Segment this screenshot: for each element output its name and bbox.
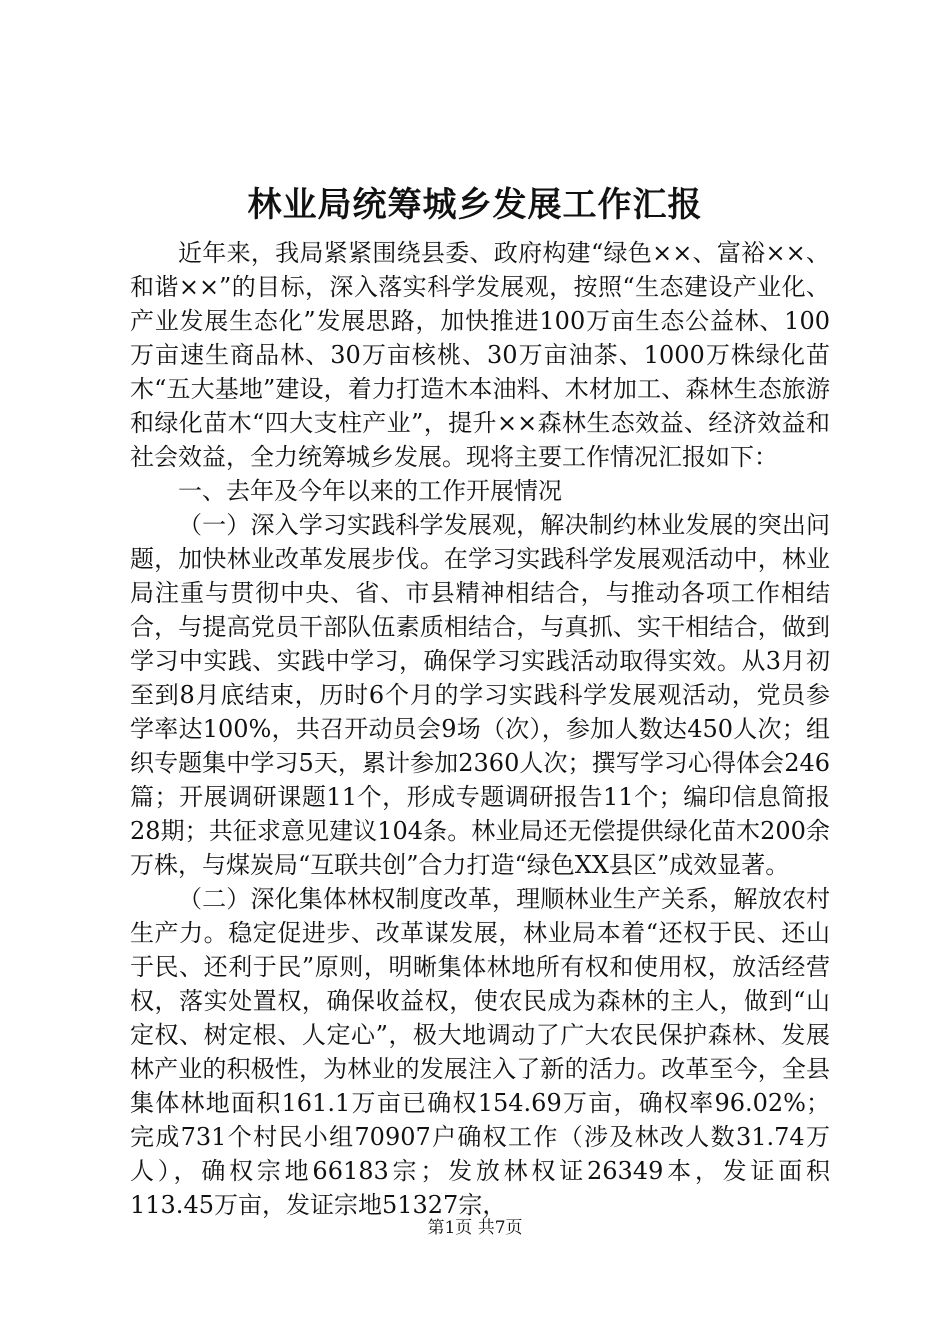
intro-paragraph: 近年来，我局紧紧围绕县委、政府构建“绿色××、富裕××、和谐××”的目标，深入落实科学发展观，按照“生态建设产业化、产业发展生态化”发展思路，加快推进100万亩生态公益林、100万亩速生商品林、30万亩核桃、30万亩油茶、1000万株绿化苗木“五大基地”建设，着力打造木本油料、木材加工、森林生态旅游和绿化苗木“四大支柱产业”，提升××森林生态效益、经济效益和社会效益，全力统筹城乡发展。现将主要工作情况汇报如下：: [130, 239, 830, 471]
subsection-paragraph-1: （一）深入学习实践科学发展观，解决制约林业发展的突出问题，加快林业改革发展步伐。在学习实践科学发展观活动中，林业局注重与贯彻中央、省、市县精神相结合，与推动各项工作相结合，与提高党员干部队伍素质相结合，与真抓、实干相结合，做到学习中实践、实践中学习，确保学习实践活动取得实效。从3月初至到8月底结束，历时6个月的学习实践科学发展观活动，党员参学率达100%，共召开动员会9场（次），参加人数达450人次；组织专题集中学习5天，累计参加2360人次；撰写学习心得体会246篇；开展调研课题11个，形成专题调研报告11个；编印信息简报28期；共征求意见建议104条。林业局还无偿提供绿化苗木200余万株，与煤炭局“互联共创”合力打造“绿色XX县区”成效显著。: [130, 511, 830, 879]
document-body: [130, 236, 830, 1222]
section-heading: 一、去年及今年以来的工作开展情况: [178, 477, 562, 505]
page-footer: 第1页 共7页: [427, 1218, 523, 1238]
subsection-paragraph-2: （二）深化集体林权制度改革，理顺林业生产关系，解放农村生产力。稳定促进步、改革谋发展，林业局本着“还权于民、还山于民、还利于民”原则，明晰集体林地所有权和使用权，放活经营权，落实处置权，确保收益权，使农民成为森林的主人，做到“山定权、树定根、人定心”，极大地调动了广大农民保护森林、发展林产业的积极性，为林业的发展注入了新的活力。改革至今，全县集体林地面积161.1万亩已确权154.69万亩，确权率96.02%；完成731个村民小组70907户确权工作（涉及林改人数31.74万人），确权宗地66183宗；发放林权证26349本，发证面积113.45万亩，发证宗地51327宗，: [130, 885, 830, 1219]
document-title: 林业局统筹城乡发展工作汇报: [247, 185, 703, 225]
